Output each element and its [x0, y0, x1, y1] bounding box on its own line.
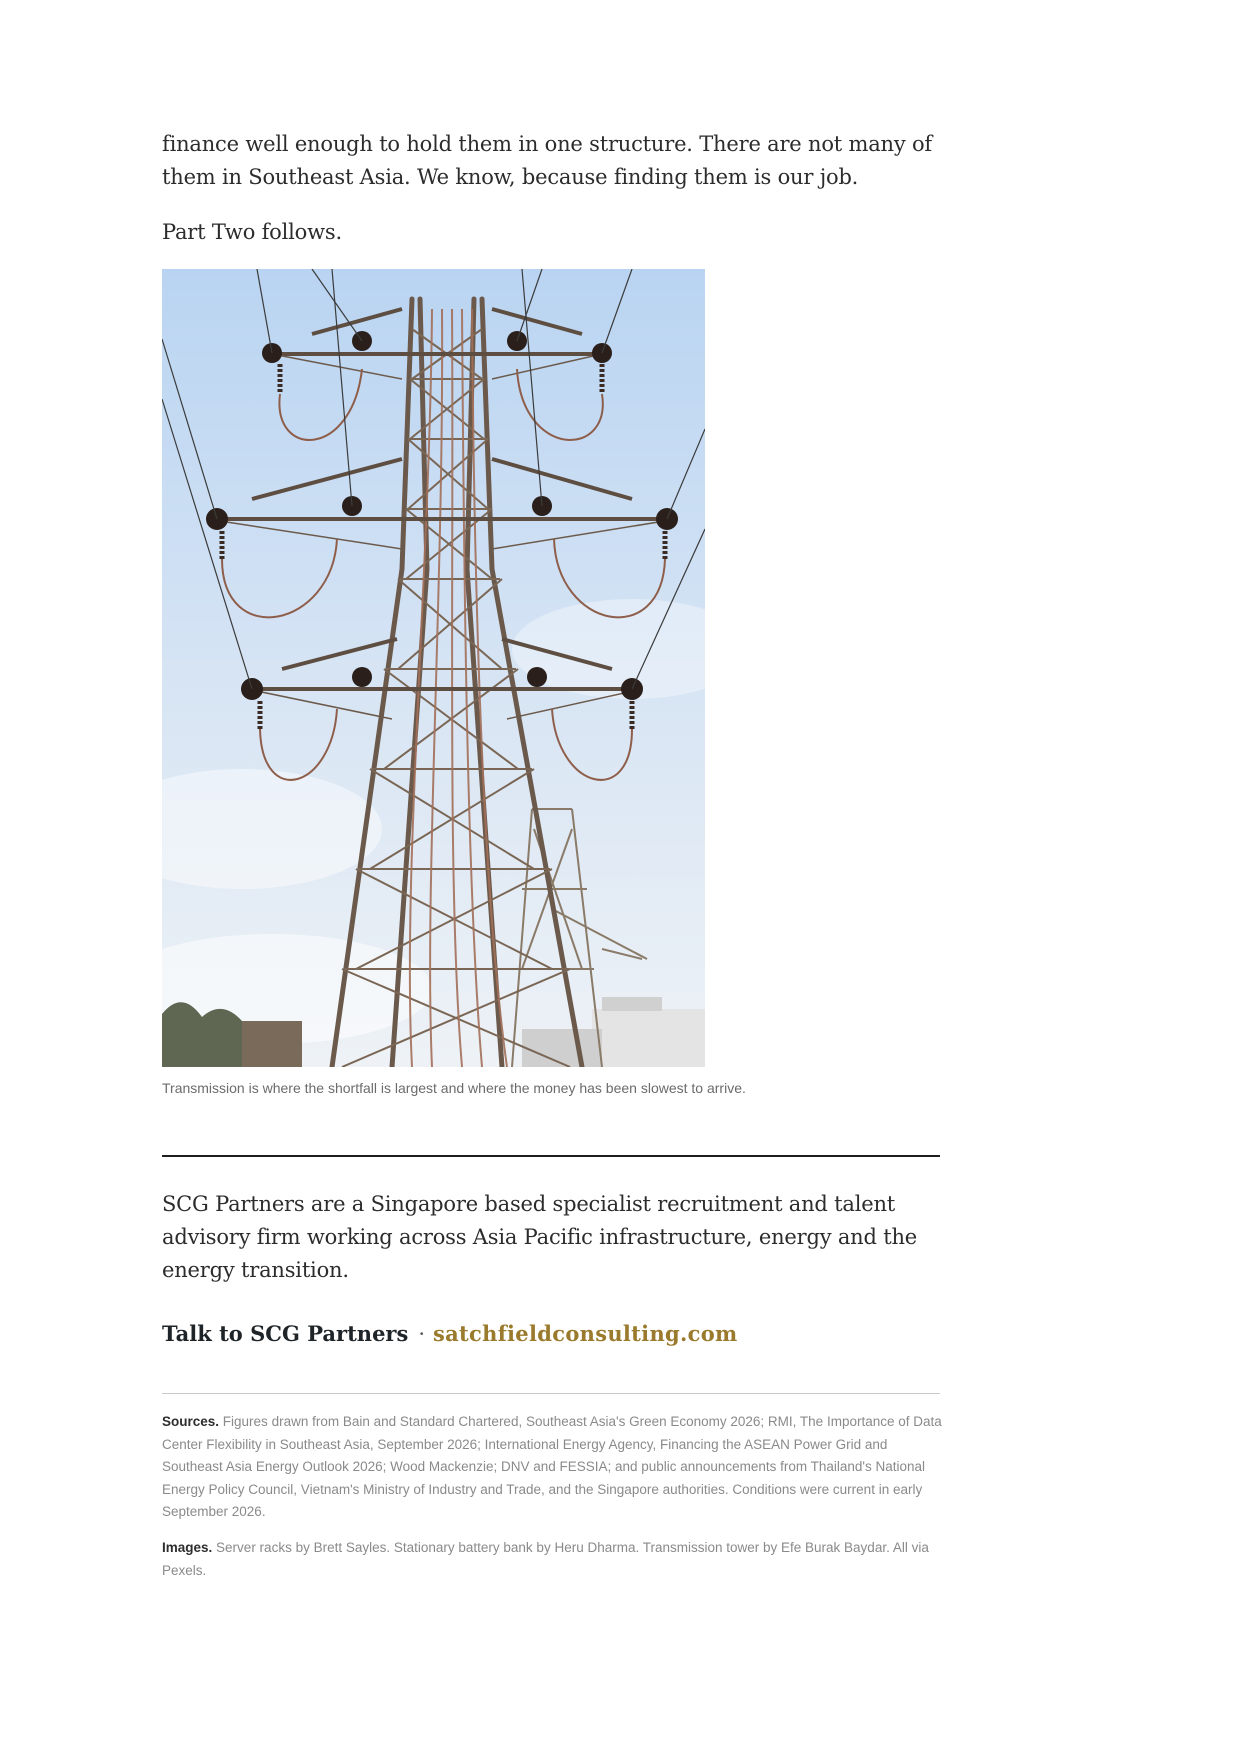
images-credit	[162, 1537, 942, 1582]
transmission-tower-photo	[162, 269, 705, 1067]
sources-text: Figures drawn from Bain and Standard Chartered, Southeast Asia's Green Economy 2026; RMI, The Importance of Data Center Flexibility in Southeast Asia, September 2026; International Energy Agency, Financing the ASEAN Power Grid and Southeast Asia Energy Outlook 2026; Wood Mackenzie; DNV and FESSIA; and public announcements from Thailand's National Energy Policy Council, Vietnam's Ministry of Industry and Trade, and the Singapore authorities. Conditions were current in early September 2026.	[162, 1414, 942, 1520]
images-label: Images.	[162, 1540, 213, 1555]
notes-divider	[162, 1393, 940, 1394]
body-paragraph: finance well enough to hold them in one structure. There are not many of them in Southeast Asia. We know, because finding them is our job.	[162, 132, 933, 189]
contact-label: Talk to SCG Partners	[162, 1321, 409, 1346]
section-divider	[162, 1155, 940, 1157]
website-link[interactable]: satchfieldconsulting.com	[433, 1321, 738, 1346]
image-caption: Transmission is where the shortfall is largest and where the money has been slowest to arrive.	[162, 1080, 746, 1096]
about-firm-paragraph: SCG Partners are a Singapore based specialist recruitment and talent advisory firm working across Asia Pacific infrastructure, energy and the energy transition.	[162, 1192, 918, 1282]
sources-label: Sources.	[162, 1414, 220, 1429]
part-two-note: Part Two follows.	[162, 220, 342, 244]
contact-line	[162, 1318, 738, 1350]
sources-note	[162, 1411, 942, 1524]
images-text: Server racks by Brett Sayles. Stationary battery bank by Heru Dharma. Transmission tower by Efe Burak Baydar. All via Pexels.	[162, 1540, 929, 1578]
separator-dot: ·	[418, 1322, 426, 1346]
